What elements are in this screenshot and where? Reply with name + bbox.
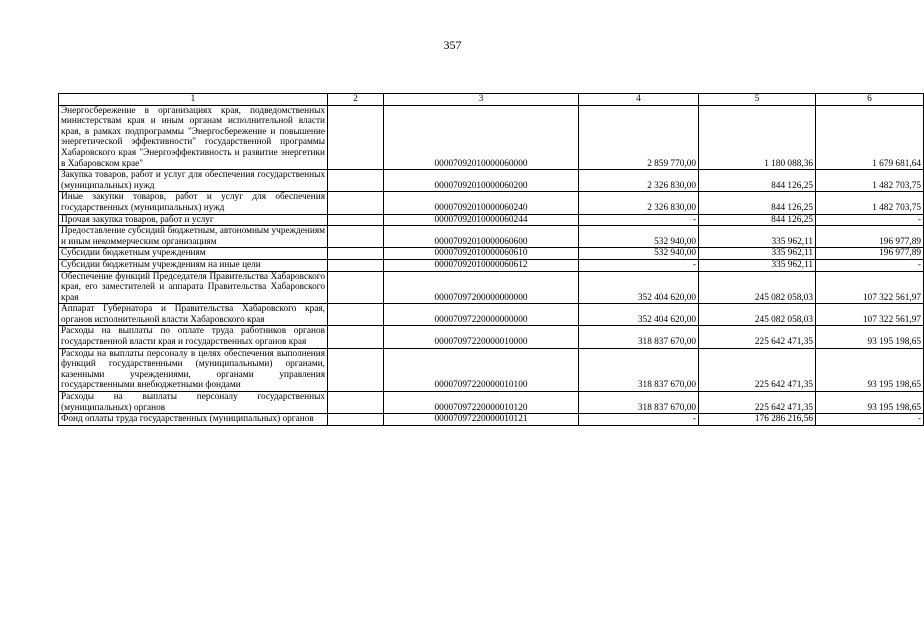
row-executed-amount: 245 082 058,03 bbox=[699, 304, 816, 326]
column-header-2: 2 bbox=[328, 94, 384, 106]
row-approved-amount: 318 837 670,00 bbox=[579, 326, 699, 348]
row-approved-amount: 532 940,00 bbox=[579, 226, 699, 248]
row-code: 00007092010000060612 bbox=[384, 259, 579, 271]
row-code: 00007097200000000000 bbox=[384, 271, 579, 304]
row-name: Предоставление субсидий бюджетным, автономным учреждениям и иным некоммерческим организациям bbox=[59, 226, 328, 248]
row-executed-amount: 225 642 471,35 bbox=[699, 348, 816, 391]
row-col2 bbox=[328, 192, 384, 214]
row-unexecuted-amount: - bbox=[816, 414, 924, 426]
row-code: 00007092010000060200 bbox=[384, 170, 579, 192]
row-col2 bbox=[328, 248, 384, 260]
table-row bbox=[59, 304, 924, 326]
row-unexecuted-amount: 93 195 198,65 bbox=[816, 392, 924, 414]
table-row bbox=[59, 414, 924, 426]
row-approved-amount: 318 837 670,00 bbox=[579, 348, 699, 391]
row-name: Обеспечение функций Председателя Правительства Хабаровского края, его заместителей и аппарата Правительства Хабаровского края bbox=[59, 271, 328, 304]
row-executed-amount: 844 126,25 bbox=[699, 214, 816, 226]
row-code: 00007097220000010000 bbox=[384, 326, 579, 348]
row-executed-amount: 245 082 058,03 bbox=[699, 271, 816, 304]
row-unexecuted-amount: 107 322 561,97 bbox=[816, 271, 924, 304]
table-row bbox=[59, 271, 924, 304]
table-row bbox=[59, 105, 924, 170]
row-executed-amount: 1 180 088,36 bbox=[699, 105, 816, 170]
row-unexecuted-amount: 196 977,89 bbox=[816, 226, 924, 248]
row-approved-amount: - bbox=[579, 214, 699, 226]
row-col2 bbox=[328, 392, 384, 414]
header-row bbox=[59, 94, 924, 106]
row-col2 bbox=[328, 214, 384, 226]
row-name: Закупка товаров, работ и услуг для обеспечения государственных (муниципальных) нужд bbox=[59, 170, 328, 192]
row-code: 00007097220000010100 bbox=[384, 348, 579, 391]
row-executed-amount: 225 642 471,35 bbox=[699, 392, 816, 414]
row-name: Прочая закупка товаров, работ и услуг bbox=[59, 214, 328, 226]
row-executed-amount: 335 962,11 bbox=[699, 259, 816, 271]
row-unexecuted-amount: - bbox=[816, 214, 924, 226]
row-code: 00007092010000060610 bbox=[384, 248, 579, 260]
row-unexecuted-amount: 196 977,89 bbox=[816, 248, 924, 260]
row-approved-amount: 2 326 830,00 bbox=[579, 192, 699, 214]
table-row bbox=[59, 348, 924, 391]
row-approved-amount: - bbox=[579, 414, 699, 426]
row-code: 00007092010000060244 bbox=[384, 214, 579, 226]
table-row bbox=[59, 192, 924, 214]
row-name: Иные закупки товаров, работ и услуг для обеспечения государственных (муниципальных) нужд bbox=[59, 192, 328, 214]
row-col2 bbox=[328, 259, 384, 271]
row-col2 bbox=[328, 170, 384, 192]
row-name: Фонд оплаты труда государственных (муниципальных) органов bbox=[59, 414, 328, 426]
row-approved-amount: 2 326 830,00 bbox=[579, 170, 699, 192]
row-executed-amount: 176 286 216,56 bbox=[699, 414, 816, 426]
row-code: 00007097220000010120 bbox=[384, 392, 579, 414]
table-body bbox=[59, 105, 924, 425]
row-name: Расходы на выплаты по оплате труда работников органов государственной власти края и государственных органов края bbox=[59, 326, 328, 348]
row-col2 bbox=[328, 226, 384, 248]
row-approved-amount: 352 404 620,00 bbox=[579, 304, 699, 326]
row-col2 bbox=[328, 105, 384, 170]
row-col2 bbox=[328, 304, 384, 326]
row-code: 00007097220000000000 bbox=[384, 304, 579, 326]
column-header-4: 4 bbox=[579, 94, 699, 106]
row-code: 00007092010000060000 bbox=[384, 105, 579, 170]
table-header bbox=[59, 94, 924, 106]
table-row bbox=[59, 392, 924, 414]
row-code: 00007097220000010121 bbox=[384, 414, 579, 426]
row-unexecuted-amount: 1 679 681,64 bbox=[816, 105, 924, 170]
row-col2 bbox=[328, 271, 384, 304]
row-name: Энергосбережение в организациях края, подведомственных министерствам края и иным органам исполнительной власти края, в рамках подпрограммы "Энергосбережение и повышение энергетической эффективности" государственной программы Хабаровского края "Энергоэффективность и развитие энергетики в Хабаровском крае" bbox=[59, 105, 328, 170]
table-row bbox=[59, 226, 924, 248]
column-header-3: 3 bbox=[384, 94, 579, 106]
row-name: Субсидии бюджетным учреждениям на иные цели bbox=[59, 259, 328, 271]
row-approved-amount: - bbox=[579, 259, 699, 271]
row-code: 00007092010000060600 bbox=[384, 226, 579, 248]
column-header-5: 5 bbox=[699, 94, 816, 106]
row-approved-amount: 318 837 670,00 bbox=[579, 392, 699, 414]
row-approved-amount: 2 859 770,00 bbox=[579, 105, 699, 170]
row-unexecuted-amount: 93 195 198,65 bbox=[816, 348, 924, 391]
row-name: Аппарат Губернатора и Правительства Хабаровского края, органов исполнительной власти Хабаровского края bbox=[59, 304, 328, 326]
row-unexecuted-amount: 93 195 198,65 bbox=[816, 326, 924, 348]
row-unexecuted-amount: 1 482 703,75 bbox=[816, 170, 924, 192]
row-executed-amount: 335 962,11 bbox=[699, 226, 816, 248]
row-name: Расходы на выплаты персоналу государственных (муниципальных) органов bbox=[59, 392, 328, 414]
row-col2 bbox=[328, 326, 384, 348]
row-executed-amount: 844 126,25 bbox=[699, 170, 816, 192]
row-col2 bbox=[328, 348, 384, 391]
table-row bbox=[59, 214, 924, 226]
row-name: Расходы на выплаты персоналу в целях обеспечения выполнения функций государственными (муниципальными) органами, казенными учреждениями, органами управления государственными внебюджетными фондами bbox=[59, 348, 328, 391]
row-approved-amount: 352 404 620,00 bbox=[579, 271, 699, 304]
page-number: 357 bbox=[443, 38, 462, 52]
row-unexecuted-amount: 107 322 561,97 bbox=[816, 304, 924, 326]
table-row bbox=[59, 170, 924, 192]
table-row bbox=[59, 326, 924, 348]
table-row bbox=[59, 259, 924, 271]
row-name: Субсидии бюджетным учреждениям bbox=[59, 248, 328, 260]
row-executed-amount: 335 962,11 bbox=[699, 248, 816, 260]
row-unexecuted-amount: - bbox=[816, 259, 924, 271]
budget-execution-table bbox=[58, 93, 924, 426]
table-row bbox=[59, 248, 924, 260]
row-code: 00007092010000060240 bbox=[384, 192, 579, 214]
column-header-1: 1 bbox=[59, 94, 328, 106]
row-executed-amount: 844 126,25 bbox=[699, 192, 816, 214]
row-approved-amount: 532 940,00 bbox=[579, 248, 699, 260]
row-col2 bbox=[328, 414, 384, 426]
row-executed-amount: 225 642 471,35 bbox=[699, 326, 816, 348]
row-unexecuted-amount: 1 482 703,75 bbox=[816, 192, 924, 214]
column-header-6: 6 bbox=[816, 94, 924, 106]
